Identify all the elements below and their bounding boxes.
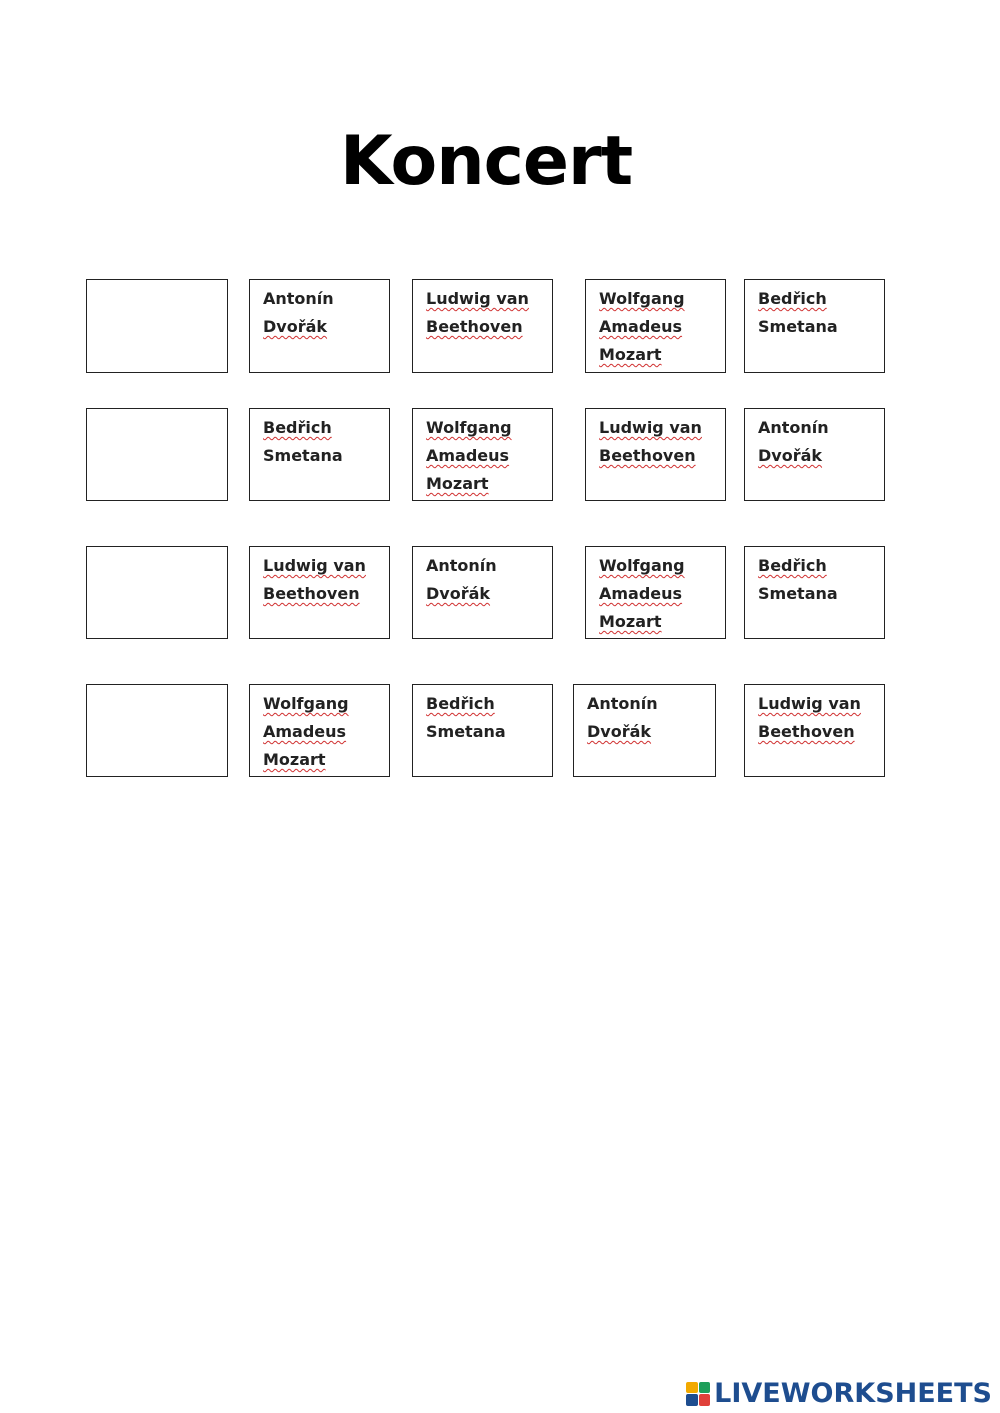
card-line: Antonín — [758, 418, 829, 437]
answer-box[interactable] — [86, 684, 228, 777]
card-line: Dvořák — [758, 446, 823, 465]
composer-card[interactable] — [412, 279, 553, 373]
card-line: Dvořák — [426, 584, 491, 603]
card-line: Amadeus — [263, 722, 347, 741]
composer-card[interactable] — [744, 279, 885, 373]
card-line: Antonín — [263, 289, 334, 308]
card-line: Wolfgang — [263, 694, 349, 713]
card-line: Mozart — [426, 474, 489, 493]
composer-card[interactable] — [585, 408, 726, 501]
composer-card[interactable] — [744, 546, 885, 639]
logo-square — [699, 1382, 711, 1394]
card-line: Antonín — [587, 694, 658, 713]
page-title: Koncert — [340, 122, 633, 201]
card-line: Bedřich — [758, 556, 827, 575]
card-line: Beethoven — [263, 584, 360, 603]
card-line: Dvořák — [263, 317, 328, 336]
composer-card[interactable] — [585, 546, 726, 639]
card-line: Mozart — [263, 750, 326, 769]
card-line: Smetana — [263, 446, 343, 465]
composer-card[interactable] — [412, 684, 553, 777]
card-line: Bedřich — [263, 418, 332, 437]
card-line: Amadeus — [599, 584, 683, 603]
answer-box[interactable] — [86, 546, 228, 639]
card-line: Dvořák — [587, 722, 652, 741]
card-line: Smetana — [758, 317, 838, 336]
card-line: Amadeus — [426, 446, 510, 465]
card-line: Ludwig van — [263, 556, 366, 575]
composer-card[interactable] — [573, 684, 716, 777]
composer-card[interactable] — [412, 408, 553, 501]
logo-mark-icon — [686, 1382, 710, 1406]
card-line: Bedřich — [426, 694, 495, 713]
card-line: Mozart — [599, 345, 662, 364]
card-line: Wolfgang — [599, 556, 685, 575]
card-line: Beethoven — [599, 446, 696, 465]
card-line: Beethoven — [758, 722, 855, 741]
liveworksheets-logo — [686, 1380, 992, 1407]
composer-card[interactable] — [412, 546, 553, 639]
card-line: Beethoven — [426, 317, 523, 336]
composer-card[interactable] — [249, 546, 390, 639]
card-line: Smetana — [758, 584, 838, 603]
composer-card[interactable] — [744, 408, 885, 501]
card-line: Bedřich — [758, 289, 827, 308]
card-line: Antonín — [426, 556, 497, 575]
card-line: Ludwig van — [599, 418, 702, 437]
card-line: Ludwig van — [426, 289, 529, 308]
composer-card[interactable] — [744, 684, 885, 777]
logo-square — [686, 1382, 698, 1394]
answer-box[interactable] — [86, 408, 228, 501]
card-line: Amadeus — [599, 317, 683, 336]
composer-card[interactable] — [249, 279, 390, 373]
logo-square — [699, 1394, 711, 1406]
answer-box[interactable] — [86, 279, 228, 373]
card-line: Smetana — [426, 722, 506, 741]
card-line: Wolfgang — [599, 289, 685, 308]
logo-text: LIVEWORKSHEETS — [714, 1378, 992, 1409]
composer-card[interactable] — [585, 279, 726, 373]
logo-square — [686, 1394, 698, 1406]
composer-card[interactable] — [249, 408, 390, 501]
card-line: Ludwig van — [758, 694, 861, 713]
card-line: Mozart — [599, 612, 662, 631]
card-line: Wolfgang — [426, 418, 512, 437]
composer-card[interactable] — [249, 684, 390, 777]
